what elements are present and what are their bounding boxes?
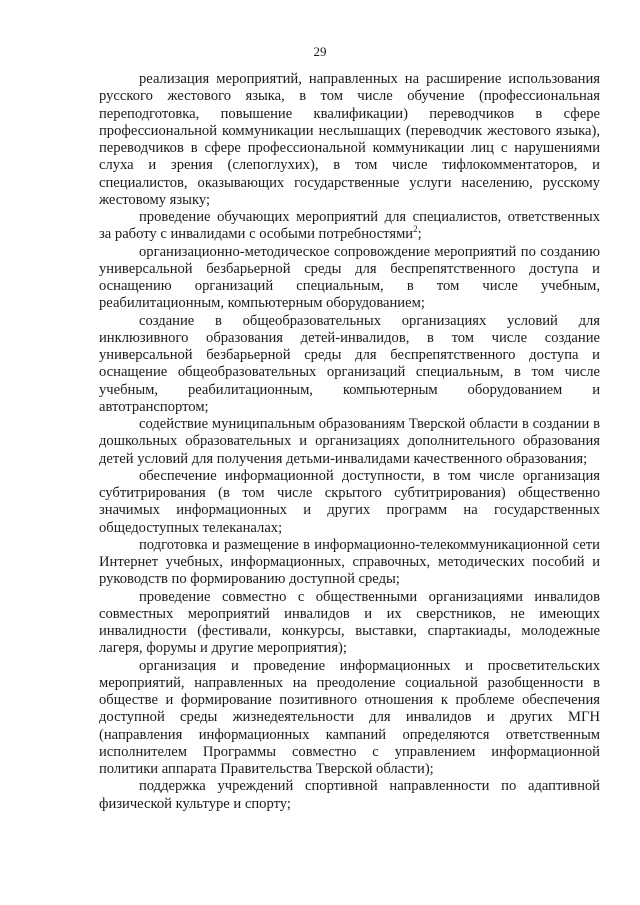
paragraph-municipal-assistance: содействие муниципальным образованиям Тверской области в создании в дошкольных образовательных и организациях дополнительного образования детей условий для получения детьми-инвалидами качественного образования; [99,416,600,467]
paragraph-internet-materials: подготовка и размещение в информационно-телекоммуникационной сети Интернет учебных, информационных, справочных, методических пособий и руководств по формированию доступной среды; [99,536,600,588]
paragraph-sign-language: реализация мероприятий, направленных на расширение использования русского жестового языка, в том числе обучение (профессиональная переподготовка, повышение квалификации) переводчиков в сфере профессиональной коммуникации неслышащих (переводчик жестового языка), переводчиков в сфере профессиональной коммуникации лиц с нарушениями слуха и зрения (слепоглухих), в том числе тифлокомментаторов, и специалистов, оказывающих государственные услуги населению, русскому жестовому языку; [99,71,600,208]
paragraph-training-tail: ; [417,226,422,243]
document-body [99,71,600,813]
paragraph-methodical-support: организационно-методическое сопровождение мероприятий по созданию универсальной безбарьерной среды для беспрепятственного доступа и оснащению организаций специальным, в том числе учебным, реабилитационным, компьютерным оборудованием; [99,243,600,312]
paragraph-training-specialists [99,209,600,244]
paragraph-subtitling: обеспечение информационной доступности, в том числе организация субтитрирования (в том числе скрытого субтитрирования) общественно значимых информационных и других программ на государственных общедоступных телеканалах; [99,467,600,536]
paragraph-adaptive-sports: поддержка учреждений спортивной направленности по адаптивной физической культуре и спорту; [99,778,600,812]
paragraph-training-text: проведение обучающих мероприятий для специалистов, ответственных за работу с инвалидами с особыми потребностями [99,209,600,243]
paragraph-information-campaigns: организация и проведение информационных и просветительских мероприятий, направленных на преодоление социальной разобщенности в обществе и формирование позитивного отношения к проблеме обеспечения доступной среды жизнедеятельности для инвалидов и других МГН (направления информационных кампаний определяются ответственным исполнителем Программы совместно с управлением информационной политики аппарата Правительства Тверской области); [99,657,600,777]
page-number: 29 [313,44,327,59]
paragraph-joint-events: проведение совместно с общественными организациями инвалидов совместных мероприятий инвалидов и их сверстников, не имеющих инвалидности (фестивали, конкурсы, выставки, спартакиады, молодежные лагеря, форумы и другие мероприятия); [99,588,600,657]
footnote-marker: 2 [413,224,418,235]
paragraph-inclusive-education: создание в общеобразовательных организациях условий для инклюзивного образования детей-инвалидов, в том числе создание универсальной безбарьерной среды для беспрепятственного доступа и оснащение общеобразовательных организаций специальным, в том числе учебным, реабилитационным, компьютерным оборудованием и автотранспортом; [99,312,600,415]
